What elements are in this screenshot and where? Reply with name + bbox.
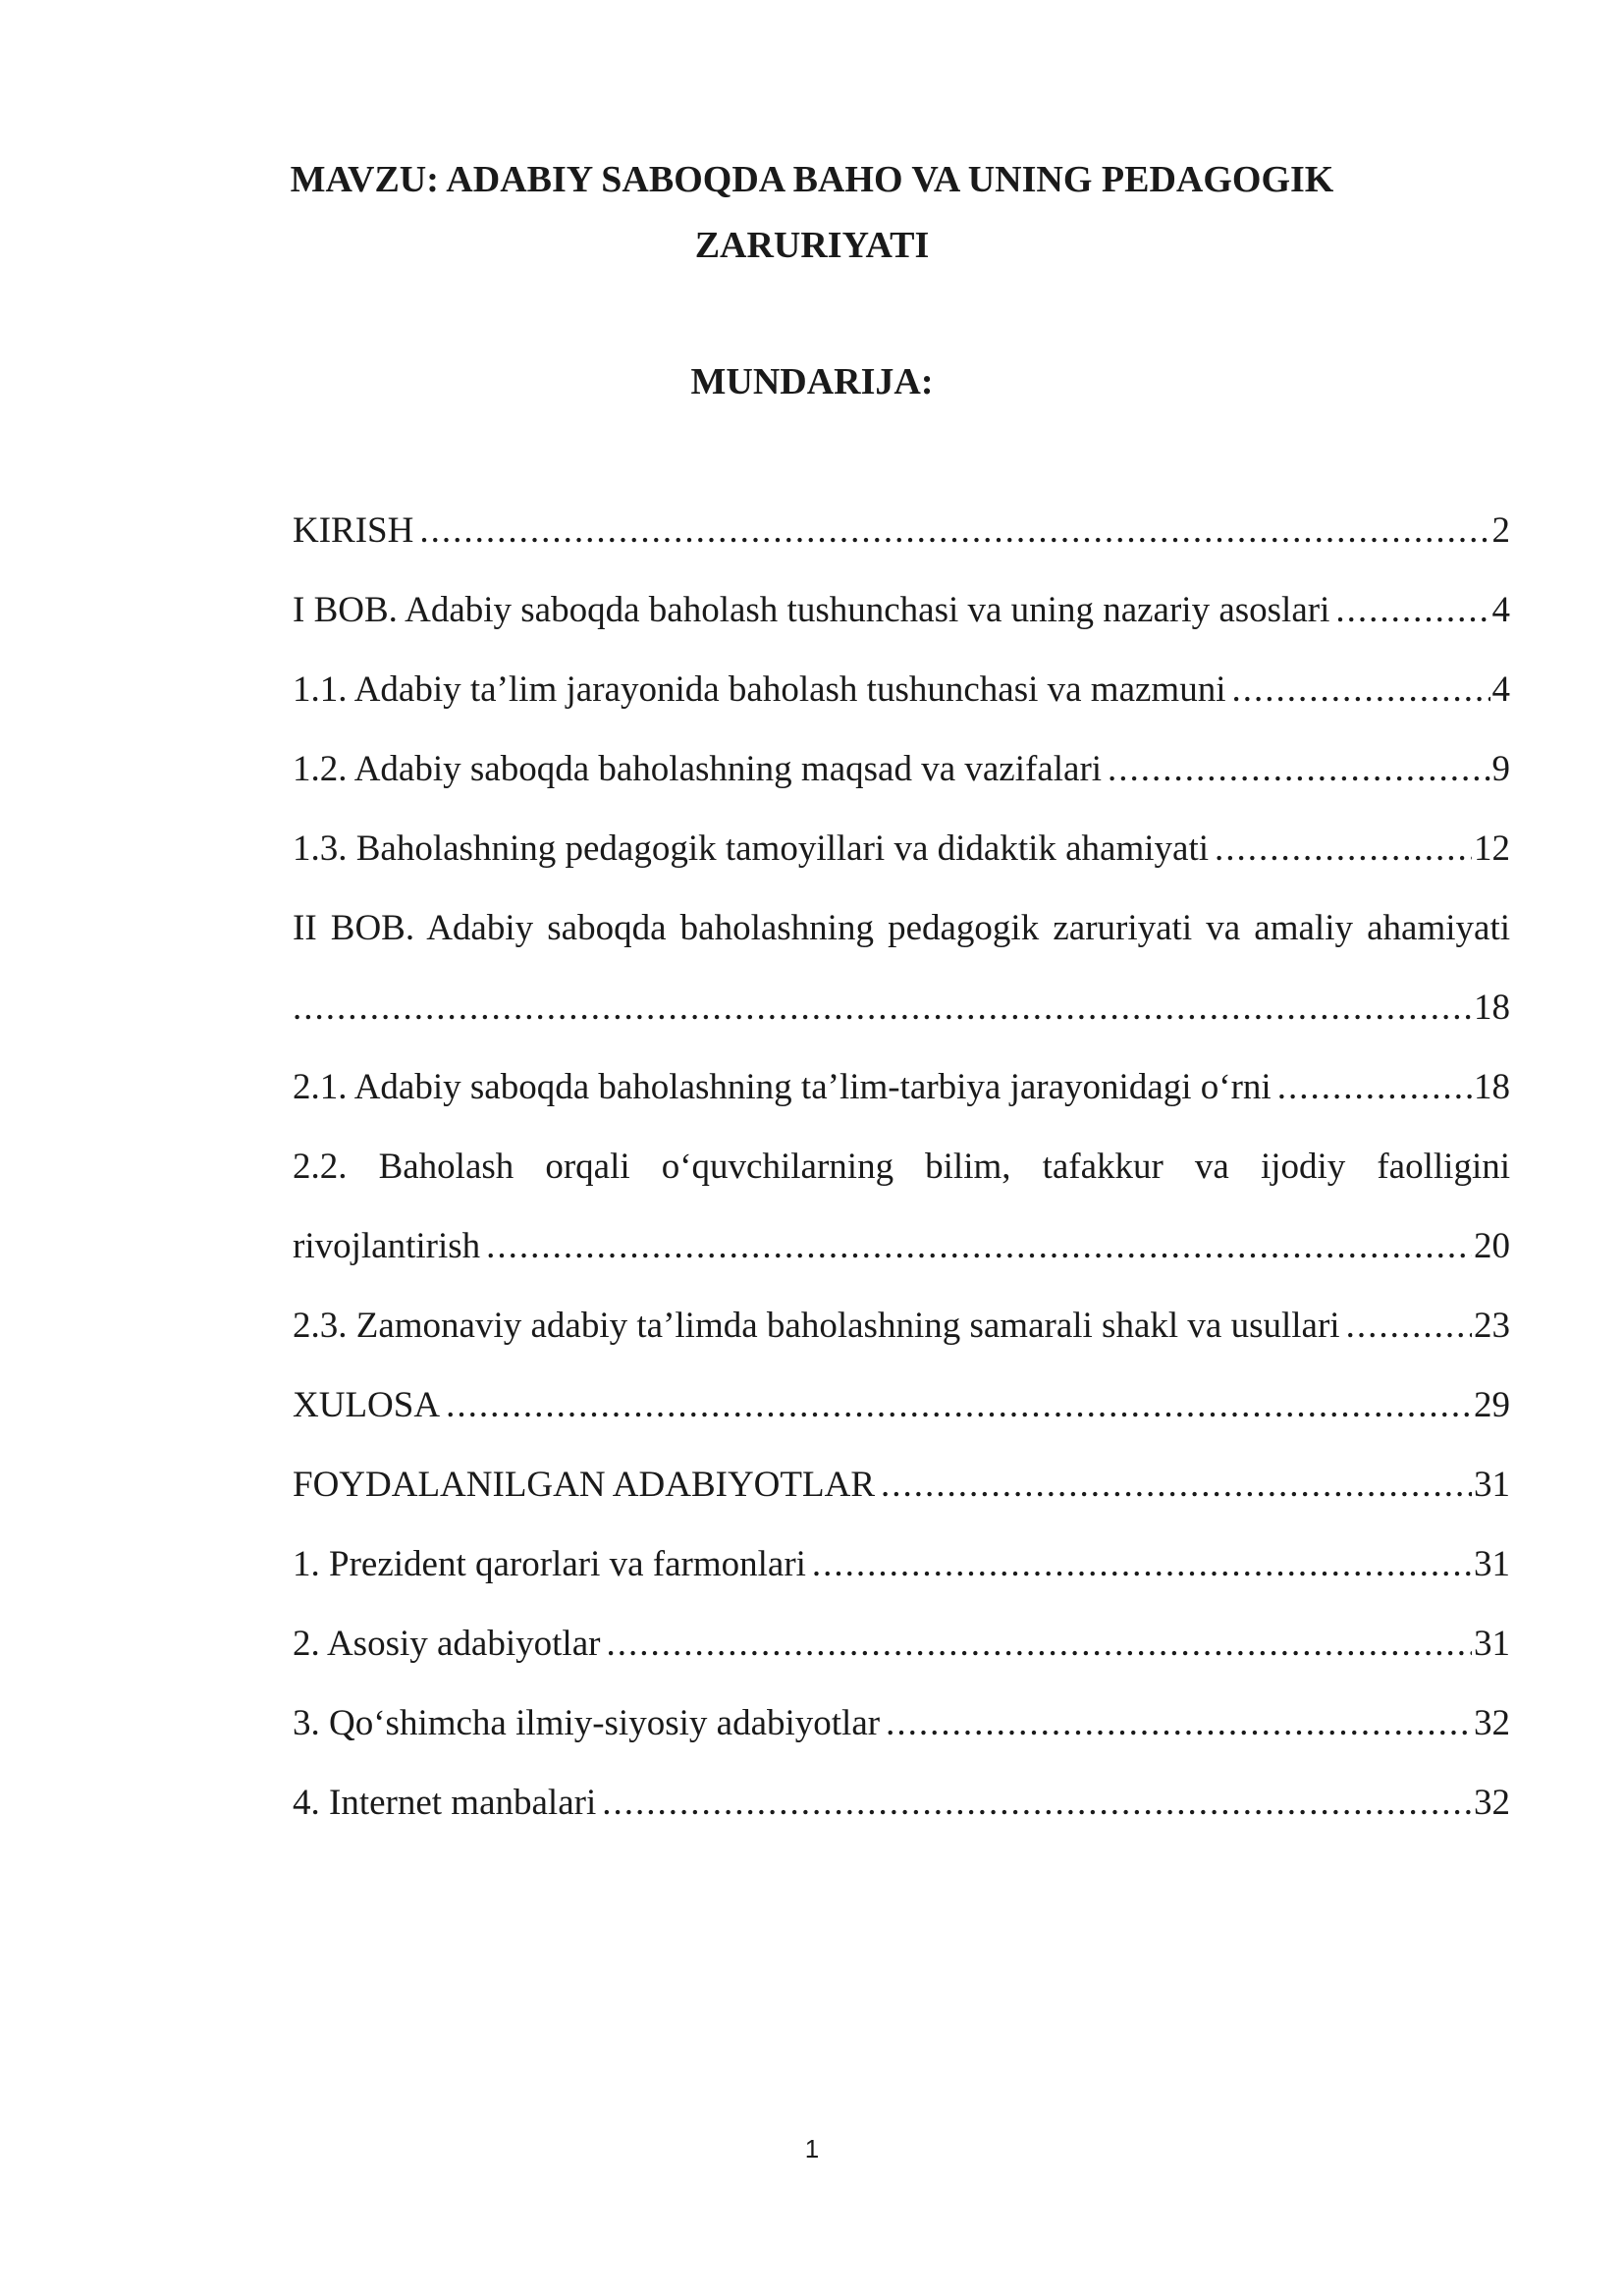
toc-leader-dots xyxy=(1108,729,1489,809)
toc-entry-label: 2.1. Adabiy saboqda baholashning ta’lim-tarbiya jarayonidagi o‘rni xyxy=(293,1067,1272,1107)
toc-entry-page: 2 xyxy=(1491,510,1510,551)
toc-leader-dots xyxy=(1231,650,1489,729)
toc-entry-page: 31 xyxy=(1474,1465,1510,1505)
toc-entry-page: 31 xyxy=(1474,1624,1510,1664)
toc-entry-chapter-1[interactable] xyxy=(293,570,1510,650)
toc-entry-2-2-line-1[interactable] xyxy=(293,1127,1510,1206)
toc-entry-references[interactable] xyxy=(293,1445,1510,1524)
toc-entry-label: 2. Asosiy adabiyotlar xyxy=(293,1624,601,1664)
toc-entry-page: 4 xyxy=(1491,669,1510,710)
toc-leader-dots xyxy=(602,1763,1472,1842)
toc-leader-dots xyxy=(881,1445,1472,1524)
document-title-line-1: MAVZU: ADABIY SABOQDA BAHO VA UNING PEDAGOGIK xyxy=(290,159,1334,200)
toc-entry-page: 4 xyxy=(1491,590,1510,630)
toc-leader-dots xyxy=(1335,570,1489,650)
toc-entry-2-1[interactable] xyxy=(293,1047,1510,1127)
toc-entry-references-2[interactable] xyxy=(293,1604,1510,1683)
toc-entry-page: 12 xyxy=(1474,828,1510,869)
toc-entry-label: I BOB. Adabiy saboqda baholash tushunchasi va uning nazariy asoslari xyxy=(293,590,1330,630)
toc-entry-page: 18 xyxy=(1474,988,1510,1028)
toc-entry-references-1[interactable] xyxy=(293,1524,1510,1604)
toc-entry-label: 2.2. Baholash orqali o‘quvchilarning bilim, tafakkur va ijodiy faolligini xyxy=(293,1147,1510,1187)
toc-entry-page: 31 xyxy=(1474,1544,1510,1584)
toc-entry-page: 20 xyxy=(1474,1226,1510,1266)
toc-leader-dots xyxy=(812,1524,1472,1604)
toc-entry-page: 29 xyxy=(1474,1385,1510,1425)
toc-leader-dots xyxy=(486,1206,1472,1286)
toc-entry-label: II BOB. Adabiy saboqda baholashning pedagogik zaruriyati va amaliy ahamiyati xyxy=(293,908,1510,948)
toc-leader-dots xyxy=(293,968,1472,1047)
toc-entry-kirish[interactable] xyxy=(293,491,1510,570)
toc-entry-2-3[interactable] xyxy=(293,1286,1510,1365)
toc-entry-label-continued: rivojlantirish xyxy=(293,1226,481,1266)
toc-leader-dots xyxy=(446,1365,1472,1445)
toc-entry-label: KIRISH xyxy=(293,510,414,551)
toc-entry-1-3[interactable] xyxy=(293,809,1510,888)
toc-entry-page: 32 xyxy=(1474,1703,1510,1743)
toc-leader-dots xyxy=(1346,1286,1472,1365)
toc-entry-label: 1. Prezident qarorlari va farmonlari xyxy=(293,1544,806,1584)
toc-entry-2-2-line-2[interactable] xyxy=(293,1206,1510,1286)
toc-entry-label: 1.2. Adabiy saboqda baholashning maqsad va vazifalari xyxy=(293,749,1103,789)
toc-entry-label: 1.3. Baholashning pedagogik tamoyillari va didaktik ahamiyati xyxy=(293,828,1210,869)
toc-entry-references-3[interactable] xyxy=(293,1683,1510,1763)
toc-entry-chapter-2-line-2[interactable] xyxy=(293,968,1510,1047)
toc-entry-label: 3. Qo‘shimcha ilmiy-siyosiy adabiyotlar xyxy=(293,1703,881,1743)
toc-entry-page: 32 xyxy=(1474,1783,1510,1823)
toc-entry-page: 9 xyxy=(1491,749,1510,789)
toc-leader-dots xyxy=(606,1604,1472,1683)
page-number: 1 xyxy=(804,2134,820,2163)
toc-entry-page: 23 xyxy=(1474,1306,1510,1346)
toc-entry-label: 2.3. Zamonaviy adabiy ta’limda baholashning samarali shakl va usullari xyxy=(293,1306,1340,1346)
toc-entry-label: FOYDALANILGAN ADABIYOTLAR xyxy=(293,1465,875,1505)
toc-leader-dots xyxy=(886,1683,1472,1763)
toc-entry-references-4[interactable] xyxy=(293,1763,1510,1842)
toc-entry-chapter-2-line-1[interactable] xyxy=(293,888,1510,968)
toc-entry-label: 4. Internet manbalari xyxy=(293,1783,597,1823)
toc-entry-1-2[interactable] xyxy=(293,729,1510,809)
toc-leader-dots xyxy=(1277,1047,1472,1127)
toc-entry-page: 18 xyxy=(1474,1067,1510,1107)
toc-entry-label: XULOSA xyxy=(293,1385,441,1425)
toc-entry-label: 1.1. Adabiy ta’lim jarayonida baholash tushunchasi va mazmuni xyxy=(293,669,1226,710)
toc-leader-dots xyxy=(1215,809,1472,888)
contents-heading: MUNDARIJA: xyxy=(690,361,934,402)
toc-entry-1-1[interactable] xyxy=(293,650,1510,729)
table-of-contents xyxy=(293,491,1510,1842)
document-title-line-2: ZARURIYATI xyxy=(694,225,930,266)
toc-entry-xulosa[interactable] xyxy=(293,1365,1510,1445)
toc-leader-dots xyxy=(419,491,1489,570)
